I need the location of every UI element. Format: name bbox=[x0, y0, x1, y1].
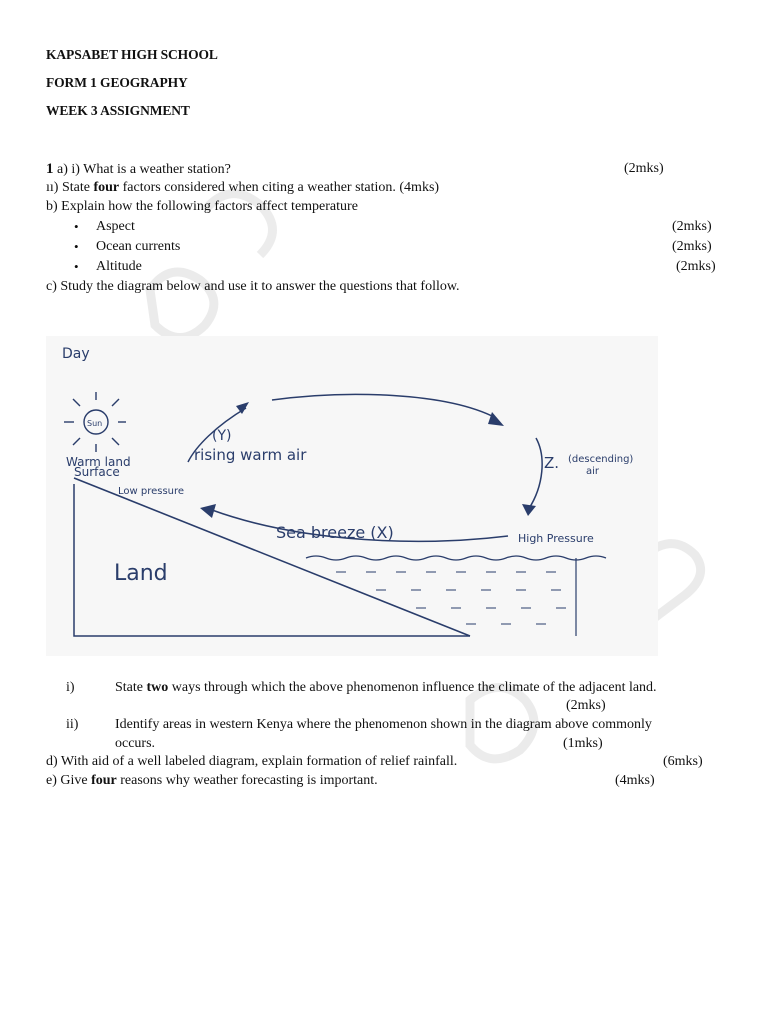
question-number: 1 bbox=[46, 161, 54, 177]
q1d-marks: (6mks) bbox=[663, 754, 703, 769]
assignment-title: WEEK 3 ASSIGNMENT bbox=[46, 103, 190, 118]
high-pressure-label: High Pressure bbox=[518, 532, 594, 545]
warm-land-label: Warm land bbox=[66, 455, 131, 469]
bullet-icon: • bbox=[74, 219, 79, 234]
q1a-i-marks: (2mks) bbox=[624, 161, 664, 176]
sea-breeze-label: Sea breeze (X) bbox=[276, 523, 394, 542]
rising-air-label: rising warm air bbox=[194, 446, 307, 464]
sub-i-marks: (2mks) bbox=[566, 698, 606, 713]
y-label: (Y) bbox=[212, 428, 232, 444]
sub-i-prefix: State bbox=[115, 680, 147, 695]
bullet-icon: • bbox=[74, 259, 79, 274]
factor-ocean-currents-marks: (2mks) bbox=[672, 239, 712, 254]
sub-i-text bbox=[115, 681, 657, 695]
q1d-text: d) With aid of a well labeled diagram, explain formation of relief rainfall. bbox=[46, 754, 458, 769]
q1a-i-text: a) i) What is a weather station? bbox=[57, 162, 231, 177]
descending-air-label-2: air bbox=[586, 466, 600, 477]
q1a-ii bbox=[46, 181, 439, 195]
factor-ocean-currents: Ocean currents bbox=[96, 239, 181, 254]
sub-i-suffix: ways through which the above phenomenon influence the climate of the adjacent land. bbox=[168, 680, 657, 695]
bullet-icon: • bbox=[74, 239, 79, 254]
form-subject: FORM 1 GEOGRAPHY bbox=[46, 75, 188, 90]
q1c-text: c) Study the diagram below and use it to answer the questions that follow. bbox=[46, 279, 460, 294]
factor-aspect-marks: (2mks) bbox=[672, 219, 712, 234]
low-pressure-label: Low pressure bbox=[118, 486, 185, 497]
sub-i-bold: two bbox=[146, 680, 169, 695]
sub-ii-number: ii) bbox=[66, 717, 79, 732]
sub-ii-text: Identify areas in western Kenya where the phenomenon shown in the diagram above commonly bbox=[115, 717, 652, 732]
q1a-ii-suffix: factors considered when citing a weather station. (4mks) bbox=[119, 180, 440, 195]
descending-air-label: (descending) bbox=[568, 454, 634, 465]
q1e-bold: four bbox=[91, 773, 117, 788]
q1b-text: b) Explain how the following factors affect temperature bbox=[46, 199, 358, 214]
q1e-suffix: reasons why weather forecasting is important. bbox=[116, 773, 378, 788]
school-name: KAPSABET HIGH SCHOOL bbox=[46, 47, 218, 62]
factor-aspect: Aspect bbox=[96, 219, 135, 234]
land-label: Land bbox=[114, 561, 168, 586]
sub-ii-text-2: occurs. bbox=[115, 736, 156, 751]
day-label: Day bbox=[62, 346, 90, 362]
q1e-marks: (4mks) bbox=[615, 773, 655, 788]
sea-breeze-diagram bbox=[46, 336, 658, 656]
sun-label: Sun bbox=[87, 419, 103, 428]
q1e-text bbox=[46, 774, 378, 788]
q1a-ii-prefix: ıı) State bbox=[46, 180, 94, 195]
factor-altitude: Altitude bbox=[96, 259, 142, 274]
q1a-ii-bold: four bbox=[93, 180, 120, 195]
sub-ii-marks: (1mks) bbox=[563, 736, 603, 751]
z-label: Z. bbox=[544, 454, 560, 472]
sub-i-number: i) bbox=[66, 680, 75, 695]
factor-altitude-marks: (2mks) bbox=[676, 259, 716, 274]
warm-land-label-2: Surface bbox=[74, 465, 120, 479]
q1a-i bbox=[46, 162, 231, 177]
q1e-prefix: e) Give bbox=[46, 773, 92, 788]
